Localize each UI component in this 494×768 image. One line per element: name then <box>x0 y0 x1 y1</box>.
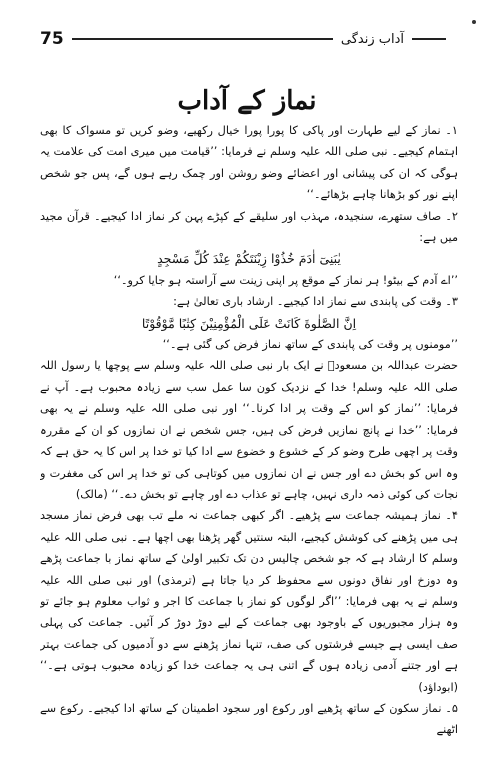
page-number: 75 <box>40 29 64 49</box>
paragraph-1: ۱۔ نماز کے لیے طہارت اور پاکی کا پورا پورا خیال رکھیے، وضو کریں تو مسواک کا بھی اہتمام کیجیے۔ نبی صلی اللہ علیہ وسلم نے فرمایا: ’’قیامت میں میری امت کی علامت یہ ہوگی کہ ان کی پیشانی اور اعضائے وضو روشن اور چمک رہے ہوں گے، پس جو شخص اپنے نور کو بڑھانا چاہے بڑھائے۔‘‘ <box>40 124 458 202</box>
paragraph-hadith: حضرت عبداللہ بن مسعودؓ نے ایک بار نبی صلی اللہ علیہ وسلم سے پوچھا یا رسول اللہ صلی اللہ علیہ وسلم! خدا کے نزدیک کون سا عمل سب سے زیادہ محبوب ہے۔ آپ نے فرمایا: ’’نماز کو اس کے وقت پر ادا کرنا۔‘‘ اور نبی صلی اللہ علیہ وسلم نے یہ بھی فرمایا: ’’خدا نے پانچ نمازیں فرض کی ہیں، جس شخص نے ان نمازوں کو ان کے مقررہ وقت پر اچھی طرح وضو کر کے خشوع و خضوع سے ادا کیا تو خدا پر اس کا یہ حق ہے کہ وہ اس کو بخش دے اور جس نے ان نمازوں میں کوتاہی کی تو خدا پر اس کی مغفرت و نجات کی کوئی ذمہ داری نہیں، چاہے تو عذاب دے اور چاہے تو بخش دے۔‘‘ (مالک) <box>40 359 458 501</box>
verse-translation-1: ’’اے آدم کے بیٹو! ہر نماز کے موقع پر اپنی زینت سے آراستہ ہو جایا کرو۔‘‘ <box>113 273 458 287</box>
paragraph-3: ۳۔ وقت کی پابندی سے نماز ادا کیجیے۔ ارشاد باری تعالیٰ ہے: <box>173 295 458 309</box>
paragraph-2: ۲۔ صاف ستھرے، سنجیدہ، مہذب اور سلیقے کے کپڑے پہن کر نماز ادا کیجیے۔ قرآن مجید میں ہے: <box>40 209 458 245</box>
header-rule-right <box>412 38 446 40</box>
header-rule-left <box>72 38 333 40</box>
verse-translation-2: ’’مومنوں پر وقت کی پابندی کے ساتھ نماز فرض کی گئی ہے۔‘‘ <box>162 338 458 352</box>
quran-verse-1: يٰبَنِىٓ اٰدَمَ خُذُوْا زِيْنَتَكُمْ عِنْدَ كُلِّ مَسْجِدٍ <box>157 251 341 267</box>
corner-mark <box>472 20 476 24</box>
page-header <box>40 28 454 50</box>
chapter-title: نماز کے آداب <box>177 86 317 116</box>
running-title: آداب زندگی <box>340 31 404 47</box>
paragraph-4: ۴۔ نماز ہمیشہ جماعت سے پڑھیے۔ اگر کبھی جماعت نہ ملے تب بھی فرض نماز مسجد ہی میں پڑھنے کی کوشش کیجیے، البتہ سنتیں گھر پڑھنا بھی اچھا ہے۔ نبی صلی اللہ علیہ وسلم کا ارشاد ہے کہ جو شخص چالیس دن تک تکبیر اولیٰ کے ساتھ نماز با جماعت پڑھے وہ دوزخ اور نفاق دونوں سے محفوظ کر دیا جاتا ہے (ترمذی) اور نبی صلی اللہ علیہ وسلم نے یہ بھی فرمایا: ’’اگر لوگوں کو نماز با جماعت کا اجر و ثواب معلوم ہو جائے تو وہ ہزار مجبوریوں کے باوجود بھی جماعت کے لیے دوڑ دوڑ کر آئیں۔ جماعت کی پہلی صف ایسی ہے جیسے فرشتوں کی صف، تنہا نماز پڑھنے سے دو آدمیوں کی جماعت بہتر ہے اور جتنے آدمی زیادہ ہوں گے اتنی ہی یہ جماعت خدا کو زیادہ محبوب ہوتی ہے۔‘‘ (ابوداؤد) <box>40 509 458 694</box>
body-text <box>40 120 458 760</box>
quran-verse-2: اِنَّ الصَّلٰوةَ كَانَتْ عَلَى الْمُؤْمِنِيْنَ كِتٰبًا مَّوْقُوْتًا <box>141 315 357 331</box>
paragraph-5: ۵۔ نماز سکون کے ساتھ پڑھیے اور رکوع اور سجود اطمینان کے ساتھ ادا کیجیے۔ رکوع سے اٹھنے <box>40 701 458 737</box>
